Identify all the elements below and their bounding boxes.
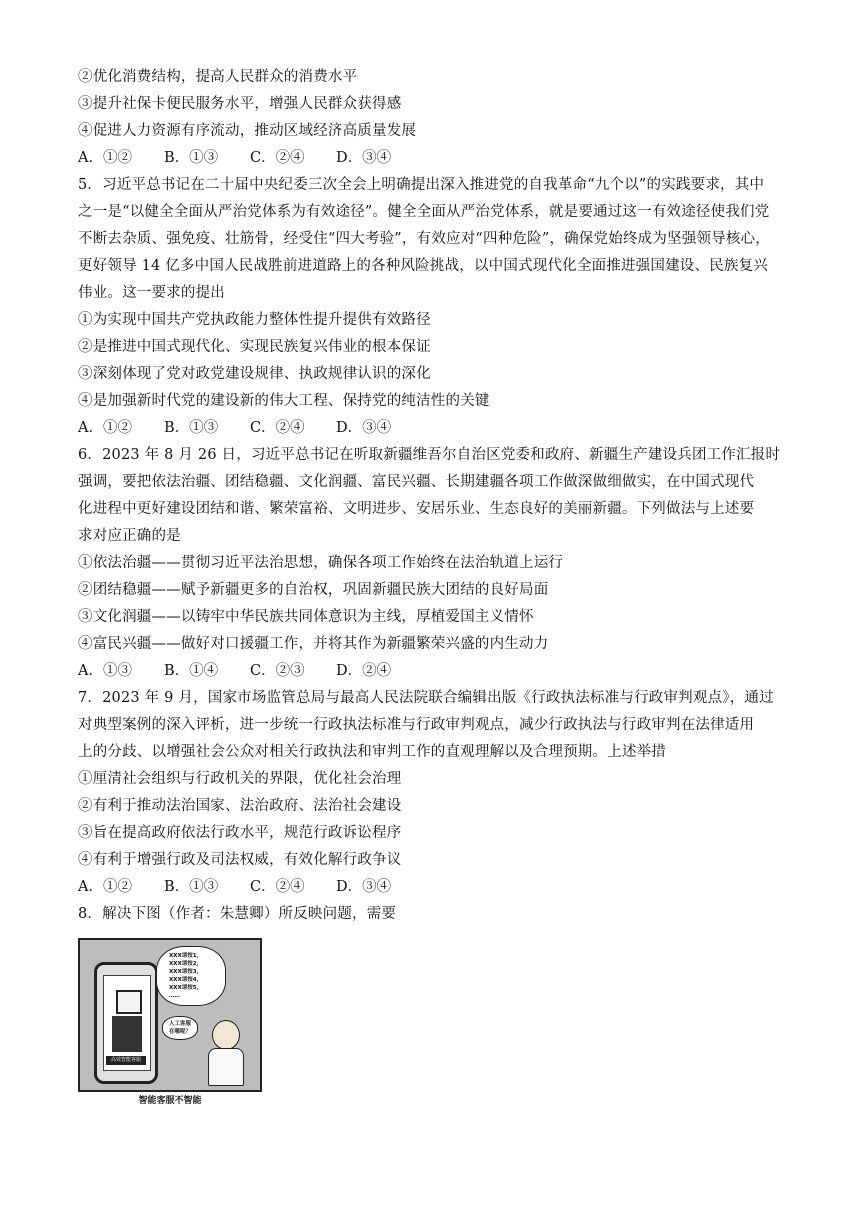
person-head <box>212 1020 240 1050</box>
robot-head-icon <box>116 990 142 1014</box>
q6-option-4: ④富民兴疆——做好对口援疆工作，并将其作为新疆繁荣兴盛的内生动力 <box>78 636 549 652</box>
q7-answer-c[interactable]: C．②④ <box>250 879 305 895</box>
q4-option-4: ④促进人力资源有序流动，推动区域经济高质量发展 <box>78 123 417 139</box>
robot-body <box>112 1016 142 1052</box>
bubble-line: XXX请按1， <box>169 953 203 959</box>
q4-answer-a[interactable]: A．①② <box>78 150 132 166</box>
q5-option-4: ④是加强新时代党的建设新的伟大工程、保持党的纯洁性的关键 <box>78 393 490 409</box>
q6-answer-d[interactable]: D．②④ <box>336 663 392 679</box>
q6-answers <box>78 658 790 685</box>
q5-stem-line-2: 之一是“以健全全面从严治党体系为有效途径”。健全全面从严治党体系，就是要通过这一有效途径使我们党 <box>78 204 770 220</box>
q6-option-2: ②团结稳疆——赋予新疆更多的自治权，巩固新疆民族大团结的良好局面 <box>78 582 549 598</box>
q6-option-1: ①依法治疆——贯彻习近平法治思想，确保各项工作始终在法治轨道上运行 <box>78 555 564 571</box>
q4-answers <box>78 145 790 172</box>
q5-stem-line-3: 不断去杂质、强免疫、壮筋骨，经受住“四大考验”，有效应对“四种危险”，确保党始终成为坚强领导核心， <box>78 231 770 247</box>
q4-answer-c[interactable]: C．②④ <box>250 150 305 166</box>
bubble-line: XXX请按5， <box>169 985 203 991</box>
q6-stem-line-1: 6．2023 年 8 月 26 日，习近平总书记在听取新疆维吾尔自治区党委和政府、新疆生产建设兵团工作汇报时 <box>78 447 781 463</box>
question-line-1: 人工客服 <box>168 1021 191 1027</box>
speech-bubble-menu <box>156 946 226 1006</box>
person-illustration <box>206 1020 246 1086</box>
person-body <box>208 1048 244 1086</box>
q4-option-3: ③提升社保卡便民服务水平，增强人民群众获得感 <box>78 96 402 112</box>
q5-option-2: ②是推进中国式现代化、实现民族复兴伟业的根本保证 <box>78 339 431 355</box>
q7-option-4: ④有利于增强行政及司法权威，有效化解行政争议 <box>78 852 402 868</box>
q7-answer-a[interactable]: A．①② <box>78 879 132 895</box>
q7-stem-line-1: 7．2023 年 9 月，国家市场监管总局与最高人民法院联合编辑出版《行政执法标准与行政审判观点》，通过 <box>78 690 774 706</box>
speech-bubble-question <box>162 1016 198 1040</box>
q5-stem-line-1: 5．习近平总书记在二十届中央纪委三次全会上明确提出深入推进党的自我革命“九个以”的实践要求，其中 <box>78 177 765 193</box>
q8-stem: 8．解决下图（作者：朱慧卿）所反映问题，需要 <box>78 906 397 922</box>
q6-stem-line-2: 强调，要把依法治疆、团结稳疆、文化润疆、富民兴疆、长期建疆各项工作做深做细做实，在中国式现代 <box>78 474 755 490</box>
q5-answers <box>78 415 790 442</box>
cartoon-image <box>78 938 262 1092</box>
q5-answer-a[interactable]: A．①② <box>78 420 132 436</box>
q5-option-3: ③深刻体现了党对政党建设规律、执政规律认识的深化 <box>78 366 431 382</box>
bubble-line: XXX请按4， <box>169 977 203 983</box>
q5-answer-d[interactable]: D．③④ <box>336 420 392 436</box>
q4-answer-d[interactable]: D．③④ <box>336 150 392 166</box>
screen-label: 高效智能客服 <box>106 1056 146 1065</box>
q7-answer-d[interactable]: D．③④ <box>336 879 392 895</box>
q7-option-3: ③旨在提高政府依法行政水平，规范行政诉讼程序 <box>78 825 402 841</box>
q6-stem-line-4: 求对应正确的是 <box>78 528 181 544</box>
bubble-line: XXX请按2， <box>169 961 203 967</box>
q7-option-2: ②有利于推动法治国家、法治政府、法治社会建设 <box>78 798 402 814</box>
exam-page <box>78 64 790 1106</box>
q7-answers <box>78 874 790 901</box>
q6-stem-line-3: 化进程中更好建设团结和谐、繁荣富裕、文明进步、安居乐业、生态良好的美丽新疆。下列做法与上述要 <box>78 501 755 517</box>
q5-answer-b[interactable]: B．①③ <box>164 420 219 436</box>
q5-stem-line-4: 更好领导 14 亿多中国人民战胜前进道路上的各种风险挑战，以中国式现代化全面推进强国建设、民族复兴 <box>78 258 768 274</box>
q7-answer-b[interactable]: B．①③ <box>164 879 219 895</box>
q5-option-1: ①为实现中国共产党执政能力整体性提升提供有效路径 <box>78 312 431 328</box>
bubble-line: …… <box>169 993 180 999</box>
q6-answer-b[interactable]: B．①④ <box>164 663 219 679</box>
q5-stem-line-5: 伟业。这一要求的提出 <box>78 285 225 301</box>
q7-stem-line-2: 对典型案例的深入评析，进一步统一行政执法标准与行政审判观点，减少行政执法与行政审判在法律适用 <box>78 717 755 733</box>
bubble-line: XXX请按3， <box>169 969 203 975</box>
question-line-2: 在哪呢？ <box>168 1029 191 1035</box>
q6-answer-a[interactable]: A．①③ <box>78 663 132 679</box>
cartoon-caption: 智能客服不智能 <box>138 1096 202 1106</box>
phone-screen <box>103 975 151 1071</box>
q4-answer-b[interactable]: B．①③ <box>164 150 219 166</box>
q5-answer-c[interactable]: C．②④ <box>250 420 305 436</box>
q4-option-2: ②优化消费结构，提高人民群众的消费水平 <box>78 69 358 85</box>
phone-illustration <box>94 962 158 1084</box>
q6-answer-c[interactable]: C．②③ <box>250 663 305 679</box>
q7-stem-line-3: 上的分歧、以增强社会公众对相关行政执法和审判工作的直观理解以及合理预期。上述举措 <box>78 744 666 760</box>
q6-option-3: ③文化润疆——以铸牢中华民族共同体意识为主线，厚植爱国主义情怀 <box>78 609 534 625</box>
q7-option-1: ①厘清社会组织与行政机关的界限，优化社会治理 <box>78 771 402 787</box>
